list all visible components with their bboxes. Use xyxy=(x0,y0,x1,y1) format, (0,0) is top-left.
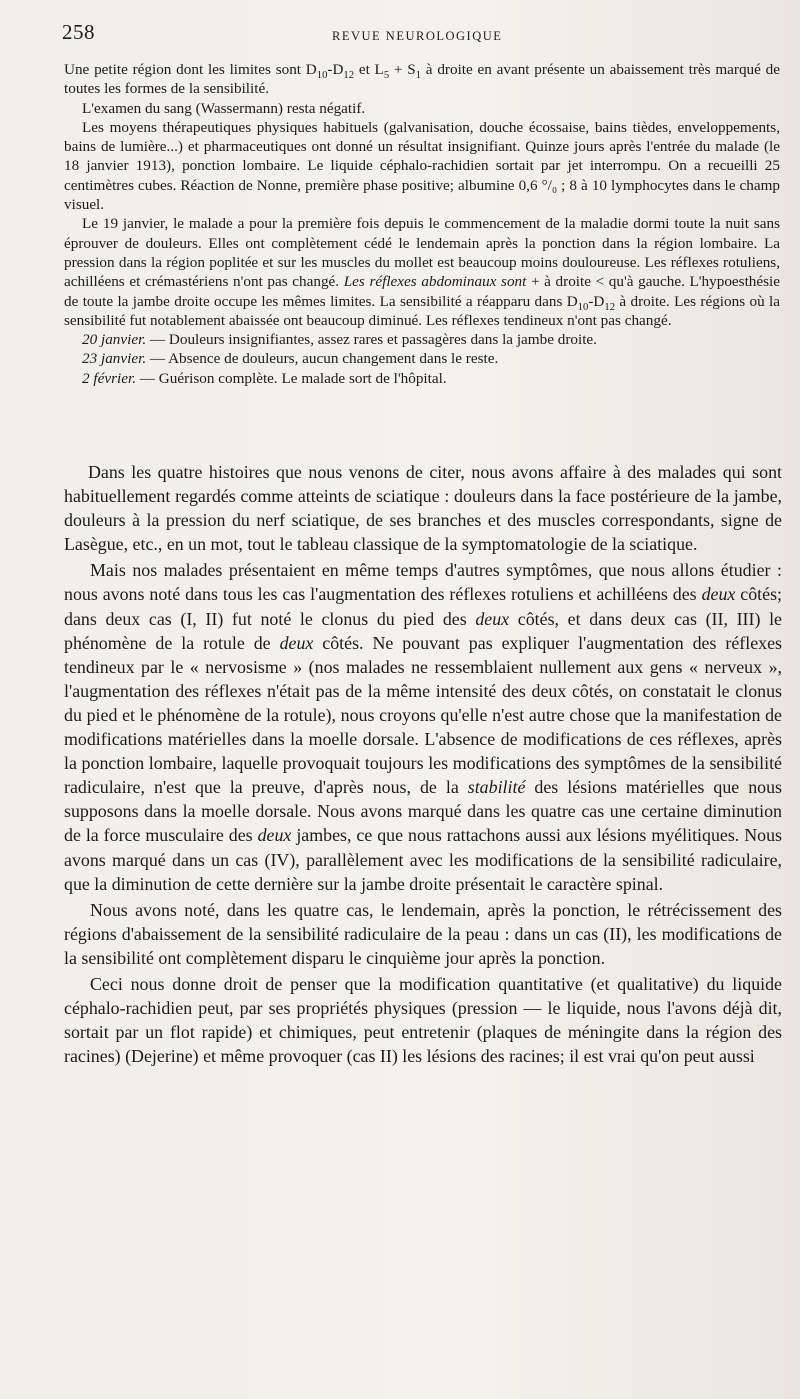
body-paragraph: Ceci nous donne droit de penser que la modification quantitative (et qualitative) du liquide céphalo-rachidien peut, par ses propriétés physiques (pression — le liquide, nous l'avons déjà dit, sortait par un flot rapide) et chimiques, peut entretenir (plaques de méningite dans la région des racines) (Dejerine) et même provoquer (cas II) les lésions des racines; il est vrai qu'on peut aussi xyxy=(64,973,782,1067)
text-run: Une petite région dont les limites sont D xyxy=(64,61,317,78)
text-run: et L xyxy=(354,61,384,78)
text-run: + S xyxy=(389,61,416,78)
page-number: 258 xyxy=(62,20,95,44)
text-run: + à droite < qu'à gauche. L'hypoesthésie de toute la jambe droite occupe les mêmes limites. La sensibilité a réapparu dans D xyxy=(64,273,780,310)
dated-entry xyxy=(64,349,780,368)
italic-run: deux xyxy=(701,584,736,605)
text-run: côtés. Ne pouvant pas expliquer l'augmentation des réflexes tendineux par le « nervosisme » (nos malades ne ressemblaient nullement aux gens « nerveux », l'augmentation des réflexes n'était pas de la même intensité des deux côtés, on constatait le clonus du pied et le phénomène de la rotule), nous croyons qu'elle n'est autre chose que la manifestation de modifications matérielles dans la moelle dorsale. L'absence de modifications de ces réflexes, après la ponction lombaire, laquelle provoquait toujours les modifications des symptômes de la sensibilité radiculaire, n'est que la preuve, d'après nous, de la xyxy=(64,632,782,798)
text-run: des lésions matérielles que nous supposons dans la moelle dorsale. Nous avons marqué dans les quatre cas une certaine diminution de la force musculaire des xyxy=(64,777,782,846)
entry-text: — Douleurs insignifiantes, assez rares et passagères dans la jambe droite. xyxy=(146,331,597,349)
subscript: 5 xyxy=(383,70,390,82)
text-run: jambes, ce que nous rattachons aussi aux lésions myélitiques. Nous avons marqué dans un cas (IV), parallèlement avec les modifications de la sensibilité radiculaire, que la diminution de cette dernière sur la jambe droite présentait le caractère spinal. xyxy=(64,825,782,894)
subscript: 12 xyxy=(604,301,616,313)
entry-text: — Absence de douleurs, aucun changement dans le reste. xyxy=(146,350,499,368)
entry-date: 2 février. xyxy=(82,369,136,387)
entry-date: 23 janvier. xyxy=(82,350,147,368)
entry-date: 20 janvier. xyxy=(82,331,147,349)
body-text xyxy=(64,460,782,1070)
case-note-paragraph: L'examen du sang (Wassermann) resta négatif. xyxy=(82,99,366,117)
italic-run: deux xyxy=(257,825,292,846)
italic-run: deux xyxy=(475,608,510,629)
text-run: côtés; dans deux cas (I, II) fut noté le clonus du pied des xyxy=(64,584,782,629)
running-head: REVUE NEUROLOGIQUE xyxy=(332,29,503,43)
text-run: à droite en avant présente un abaissement très marqué de toutes les formes de la sensibilité. xyxy=(64,61,780,98)
case-note-paragraph xyxy=(64,214,780,330)
page-header xyxy=(62,20,760,46)
subscript: 12 xyxy=(343,70,355,82)
case-note-paragraph xyxy=(64,60,780,99)
body-paragraph xyxy=(64,558,782,895)
subscript: 10 xyxy=(577,301,589,313)
body-paragraph: Nous avons noté, dans les quatre cas, le lendemain, après la ponction, le rétrécissement des régions d'abaissement de la sensibilité radiculaire de la peau : dans un cas (II), les modifications de la sensibilité ont complètement disparu le cinquième jour après la ponction. xyxy=(64,899,782,968)
text-run: -D xyxy=(588,292,605,310)
text-run: Mais nos malades présentaient en même temps d'autres symptômes, que nous allons étudier : nous avons noté dans tous les cas l'augmentation des réflexes rotuliens et achilléens des xyxy=(64,560,782,605)
subscript: 1 xyxy=(415,70,422,82)
text-run: -D xyxy=(327,61,344,78)
text-run: à droite. Les régions où la sensibilité fut notablement abaissée ont beaucoup diminué. Les réflexes tendineux n'ont pas changé. xyxy=(64,292,781,329)
body-paragraph: Dans les quatre histoires que nous venons de citer, nous avons affaire à des malades qui sont habituellement regardés comme atteints de sciatique : douleurs dans la face postérieure de la jambe, douleurs à la pression du nerf sciatique, de ses branches et des muscles correspondants, signe de Lasègue, etc., en un mot, tout le tableau classique de la symptomatologie de la sciatique. xyxy=(64,462,782,555)
dated-entry xyxy=(64,330,780,349)
italic-run: deux xyxy=(279,632,314,653)
text-run: Le 19 janvier, le malade a pour la première fois depuis le commencement de la maladie dormi toute la nuit sans éprouver de douleurs. Elles ont complètement cédé le lendemain après la ponction dans la région lombaire. La pression dans la région poplitée et sur les muscles du mollet est beaucoup moins douloureuse. Les réflexes rotuliens, achilléens et crémastériens n'ont pas changé. xyxy=(64,215,780,291)
case-note-paragraph: Les moyens thérapeutiques physiques habituels (galvanisation, douche écossaise, bains tièdes, enveloppements, bains de lumière...) et pharmaceutiques ont donné un résultat insignifiant. Quinze jours après l'entrée du malade (le 18 janvier 1913), ponction lombaire. Le liquide céphalo-rachidien sortait par jet interrompu. On a recueilli 25 centimètres cubes. Réaction de Nonne, première phase positive; albumine 0,6 °/₀ ; 8 à 10 lymphocytes dans le champ visuel. xyxy=(64,118,780,214)
case-notes xyxy=(64,60,780,388)
subscript: 10 xyxy=(316,70,328,82)
entry-text: — Guérison complète. Le malade sort de l'hôpital. xyxy=(136,369,447,387)
dated-entry xyxy=(64,369,780,388)
italic-run: stabilité xyxy=(467,777,526,798)
italic-run: Les réflexes abdominaux sont xyxy=(343,273,527,291)
text-run: côtés, et dans deux cas (II, III) le phénomène de la rotule de xyxy=(64,608,782,653)
